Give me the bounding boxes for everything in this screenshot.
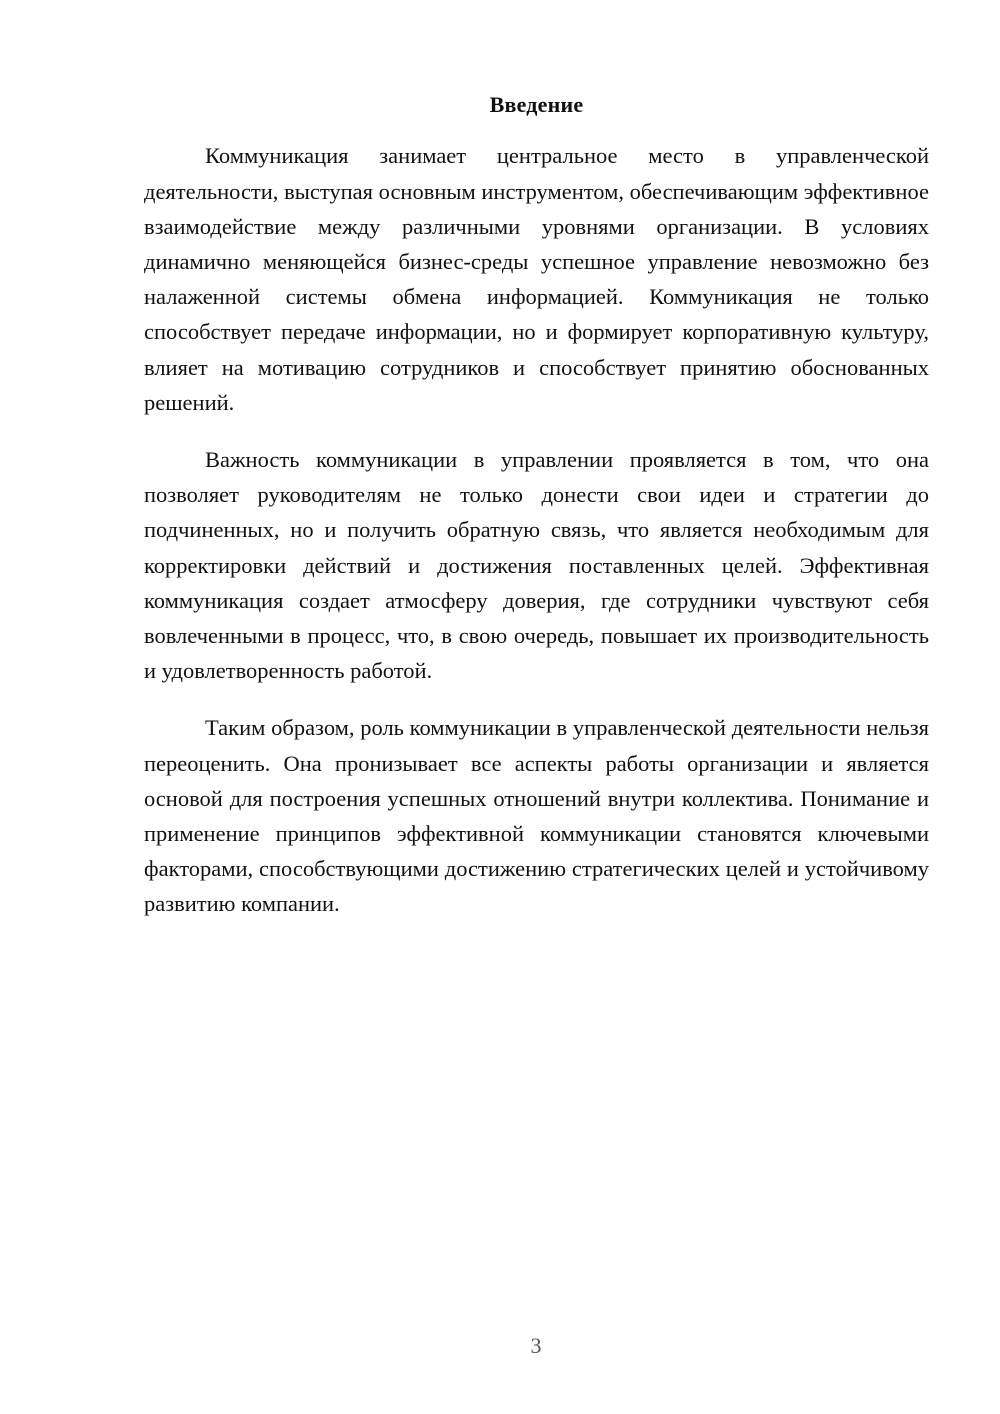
paragraph-3: Таким образом, роль коммуникации в управленческой деятельности нельзя переоценить. Она пронизывает все аспекты работы организации и является основой для построения успешных отношений внутри коллектива. Понимание и применение принципов эффективной коммуникации становятся ключевыми факторами, способствующими достижению стратегических целей и устойчивому развитию компании. <box>144 715 929 917</box>
section-title: Введение <box>489 92 584 117</box>
page-number: 3 <box>530 1333 542 1358</box>
paragraph-1: Коммуникация занимает центральное место в управленческой деятельности, выступая основным инструментом, обеспечивающим эффективное взаимодействие между различными уровнями организации. В условиях динамично меняющейся бизнес-среды успешное управление невозможно без налаженной системы обмена информацией. Коммуникация не только способствует передаче информации, но и формирует корпоративную культуру, влияет на мотивацию сотрудников и способствует принятию обоснованных решений. <box>144 143 929 415</box>
page-content <box>144 92 929 944</box>
paragraph-2: Важность коммуникации в управлении проявляется в том, что она позволяет руководителям не только донести свои идеи и стратегии до подчиненных, но и получить обратную связь, что является необходимым для корректировки действий и достижения поставленных целей. Эффективная коммуникация создает атмосферу доверия, где сотрудники чувствуют себя вовлеченными в процесс, что, в свою очередь, повышает их производительность и удовлетворенность работой. <box>144 447 929 684</box>
